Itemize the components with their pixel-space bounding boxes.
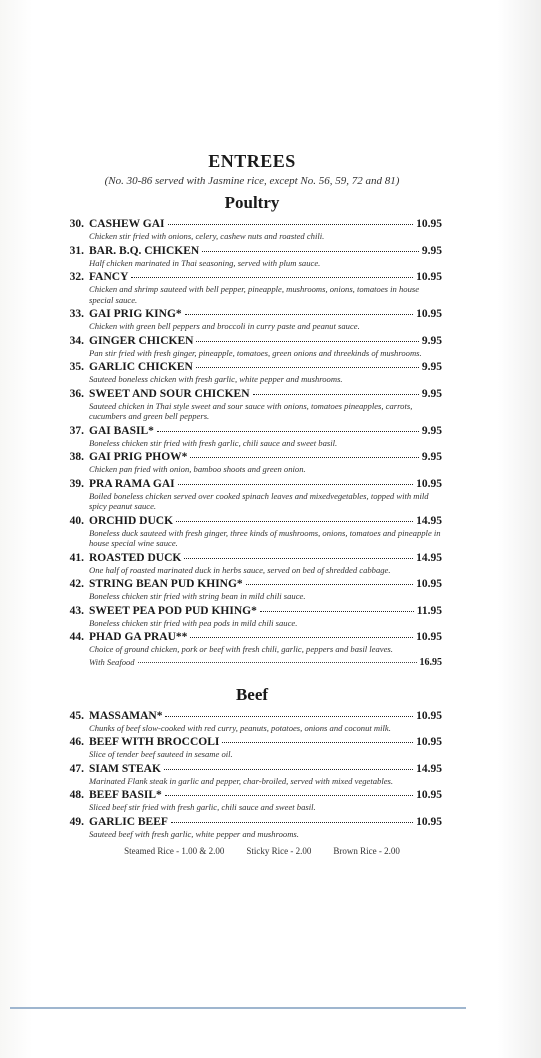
dot-leader (165, 785, 413, 796)
bottom-rule (10, 1007, 466, 1009)
menu-item-line (62, 359, 442, 374)
menu-item (62, 576, 442, 603)
menu-item-price: 14.95 (416, 551, 442, 564)
menu-item-description: Sauteed boneless chicken with fresh garlic, white pepper and mushrooms. (89, 374, 343, 384)
dot-leader (260, 601, 414, 612)
menu-item (62, 423, 442, 450)
menu-item-price: 10.95 (416, 709, 442, 722)
dot-leader (190, 447, 418, 458)
menu-item-description: Boneless duck sauteed with fresh ginger, three kinds of mushrooms, onions, tomatoes and pineapple in house special wine sauce. (89, 527, 441, 548)
poultry-title: Poultry (224, 193, 280, 212)
dot-leader (176, 511, 413, 522)
menu-item (62, 243, 442, 270)
menu-item-name: CASHEW GAI (89, 218, 165, 230)
beef-list (62, 708, 442, 841)
dot-leader (168, 214, 414, 225)
rice-option-sticky: Sticky Rice - 2.00 (246, 846, 312, 856)
menu-item-description: Boneless chicken stir fried with pea pods in mild chili sauce. (89, 617, 298, 628)
menu-item-name: FANCY (89, 271, 129, 283)
menu-item-line (62, 576, 442, 591)
menu-item-line (62, 734, 442, 749)
menu-item-price: 9.95 (421, 451, 442, 463)
entrees-subtitle: (No. 30-86 served with Jasmine rice, except No. 56, 59, 72 and 81) (104, 175, 400, 187)
dot-leader (196, 357, 419, 368)
menu-item-number: 43. (69, 604, 84, 617)
dot-leader (222, 732, 413, 743)
menu-item-number: 48. (69, 789, 84, 801)
menu-item-line (62, 243, 442, 258)
menu-item-name: BAR. B.Q. CHICKEN (89, 244, 200, 257)
dot-leader (131, 267, 413, 278)
menu-item-description: Boneless chicken stir fried with fresh garlic, chili sauce and sweet basil. (89, 437, 338, 448)
menu-item-price: 14.95 (416, 762, 442, 775)
menu-item (62, 476, 442, 513)
menu-item-name: MASSAMAN* (89, 709, 163, 722)
menu-item-number: 36. (69, 387, 84, 400)
menu-item (62, 359, 442, 386)
beef-title: Beef (235, 684, 269, 704)
menu-item-line (62, 333, 442, 348)
menu-item-line (62, 449, 442, 464)
menu-item-number: 38. (69, 451, 84, 463)
dot-leader (202, 241, 419, 252)
menu-item-line (62, 216, 442, 231)
menu-item-name: SWEET AND SOUR CHICKEN (89, 387, 250, 400)
menu-item-description: One half of roasted marinated duck in herbs sauce, served on bed of shredded cabbage. (89, 564, 391, 575)
menu-item-price: 14.95 (416, 514, 442, 527)
menu-item-line (62, 814, 442, 829)
menu-item (62, 708, 442, 735)
dot-leader (178, 474, 414, 485)
menu-item-price: 10.95 (416, 789, 442, 801)
menu-item-price: 10.95 (416, 308, 442, 320)
menu-item-number: 47. (69, 762, 84, 775)
menu-item-price: 9.95 (421, 361, 442, 373)
menu-item-name: GAI BASIL* (89, 424, 154, 437)
menu-item-extra (89, 656, 442, 668)
menu-item (62, 603, 442, 630)
menu-item-name: ROASTED DUCK (89, 551, 182, 564)
menu-item-price: 11.95 (416, 604, 442, 617)
menu-item-line (62, 761, 442, 776)
menu-item (62, 333, 442, 360)
menu-item (62, 629, 442, 668)
menu-item-name: SWEET PEA POD PUD KHING* (89, 604, 257, 617)
menu-item-description: Boiled boneless chicken served over cooked spinach leaves and mixedvegetables, topped with mild spicy peanut sauce. (89, 490, 429, 511)
menu-item-number: 46. (69, 736, 84, 748)
menu-item-name: ORCHID DUCK (89, 514, 174, 527)
menu-item-line (62, 629, 442, 644)
menu-item-description: Slice of tender beef sauteed in sesame oil. (89, 749, 233, 759)
menu-item-line (62, 423, 442, 438)
menu-item-name: SIAM STEAK (89, 762, 161, 775)
menu-item-name: GINGER CHICKEN (89, 334, 194, 347)
menu-item-name: GARLIC BEEF (89, 815, 168, 828)
dot-leader (157, 421, 419, 432)
menu-item-line (62, 476, 442, 491)
menu-item-line (62, 787, 442, 802)
rice-option-steamed: Steamed Rice - 1.00 & 2.00 (124, 846, 225, 856)
dot-leader (185, 304, 413, 315)
menu-item (62, 269, 442, 306)
menu-item-number: 45. (69, 709, 84, 722)
menu-item-name: BEEF WITH BROCCOLI (89, 736, 220, 748)
dot-leader (164, 759, 413, 770)
menu-item-price: 9.95 (421, 387, 442, 400)
menu-item-description: Sauteed beef with fresh garlic, white pepper and mushrooms. (89, 828, 299, 839)
menu-item-name: GARLIC CHICKEN (89, 361, 193, 373)
dot-leader (190, 627, 413, 638)
menu-item-number: 34. (69, 334, 84, 347)
menu-item-number: 40. (69, 514, 84, 527)
menu-item-description: Marinated Flank steak in garlic and pepper, char-broiled, served with mixed vegetables. (89, 775, 394, 786)
menu-item-description: Chicken with green bell peppers and broccoli in curry paste and peanut sauce. (89, 321, 360, 331)
menu-item-price: 9.95 (421, 244, 442, 257)
dot-leader (165, 706, 413, 717)
rice-options (82, 846, 442, 856)
menu-item (62, 449, 442, 476)
menu-item-price: 10.95 (416, 271, 442, 283)
menu-item-name: PHAD GA PRAU** (89, 631, 188, 643)
dot-leader (138, 654, 417, 663)
menu-item (62, 386, 442, 423)
menu-item-description: Chunks of beef slow-cooked with red curry, peanuts, potatoes, onions and coconut milk. (89, 722, 391, 733)
menu-item-line (62, 513, 442, 528)
menu-item-description: Boneless chicken stir fried with string bean in mild chili sauce. (89, 591, 306, 601)
menu-item-price: 9.95 (421, 424, 442, 437)
menu-item-name: GAI PRIG KING* (89, 308, 182, 320)
menu-item-description: Chicken and shrimp sauteed with bell pepper, pineapple, mushrooms, onions, tomatoes in house special sauce. (89, 284, 420, 305)
menu-item-name: STRING BEAN PUD KHING* (89, 578, 243, 590)
menu-item-number: 31. (69, 244, 84, 257)
menu-item-number: 32. (69, 271, 84, 283)
menu-item (62, 306, 442, 333)
menu-item (62, 761, 442, 788)
menu-item-number: 41. (69, 551, 84, 564)
menu-item-line (62, 708, 442, 723)
menu-item-price: 10.95 (416, 477, 442, 490)
menu-item (62, 787, 442, 814)
menu-item-name: BEEF BASIL* (89, 789, 162, 801)
dot-leader (253, 384, 419, 395)
menu-sheet (62, 150, 442, 856)
menu-item-price: 10.95 (416, 631, 442, 643)
rice-option-brown: Brown Rice - 2.00 (333, 846, 400, 856)
menu-item-number: 39. (69, 477, 84, 490)
menu-item-description: Chicken pan fried with onion, bamboo shoots and green onion. (89, 464, 306, 474)
menu-item-price: 10.95 (416, 218, 442, 230)
menu-item-description: Pan stir fried with fresh ginger, pineapple, tomatoes, green onions and threekinds of mushrooms. (89, 347, 422, 358)
menu-item-description: Half chicken marinated in Thai seasoning, served with plum sauce. (89, 257, 321, 268)
menu-item (62, 734, 442, 761)
dot-leader (246, 574, 413, 585)
menu-item-number: 42. (69, 578, 84, 590)
menu-item-line (62, 386, 442, 401)
menu-item-price: 10.95 (416, 736, 442, 748)
menu-item-extra-label: With Seafood (89, 656, 135, 667)
menu-item-line (62, 306, 442, 321)
menu-item-price: 9.95 (421, 334, 442, 347)
menu-item-description: Sliced beef stir fried with fresh garlic, chili sauce and sweet basil. (89, 802, 316, 812)
menu-item-number: 49. (69, 815, 84, 828)
menu-item-description: Sauteed chicken in Thai style sweet and sour sauce with onions, tomatoes pineapples, carrots, cucumbers and green bell peppers. (89, 400, 413, 421)
menu-item-number: 35. (69, 361, 84, 373)
menu-item (62, 550, 442, 577)
dot-leader (196, 331, 418, 342)
menu-item-extra-price: 16.95 (419, 656, 442, 668)
dot-leader (184, 548, 413, 559)
dot-leader (171, 812, 413, 823)
menu-item (62, 814, 442, 841)
menu-item-name: GAI PRIG PHOW* (89, 451, 188, 463)
menu-item-number: 30. (69, 218, 84, 230)
menu-item-price: 10.95 (416, 578, 442, 590)
menu-item-line (62, 269, 442, 284)
menu-item-description: Choice of ground chicken, pork or beef with fresh chili, garlic, peppers and basil leaves. (89, 644, 393, 654)
menu-item-name: PRA RAMA GAI (89, 477, 175, 490)
menu-item-line (62, 550, 442, 565)
menu-item-number: 33. (69, 308, 84, 320)
menu-item-price: 10.95 (416, 815, 442, 828)
menu-item (62, 216, 442, 243)
menu-item-number: 44. (69, 631, 84, 643)
menu-item-number: 37. (69, 424, 84, 437)
menu-item-line (62, 603, 442, 618)
entrees-heading: ENTREES (208, 151, 296, 171)
menu-item-description: Chicken stir fried with onions, celery, cashew nuts and roasted chili. (89, 231, 325, 241)
menu-item (62, 513, 442, 550)
poultry-list (62, 216, 442, 668)
